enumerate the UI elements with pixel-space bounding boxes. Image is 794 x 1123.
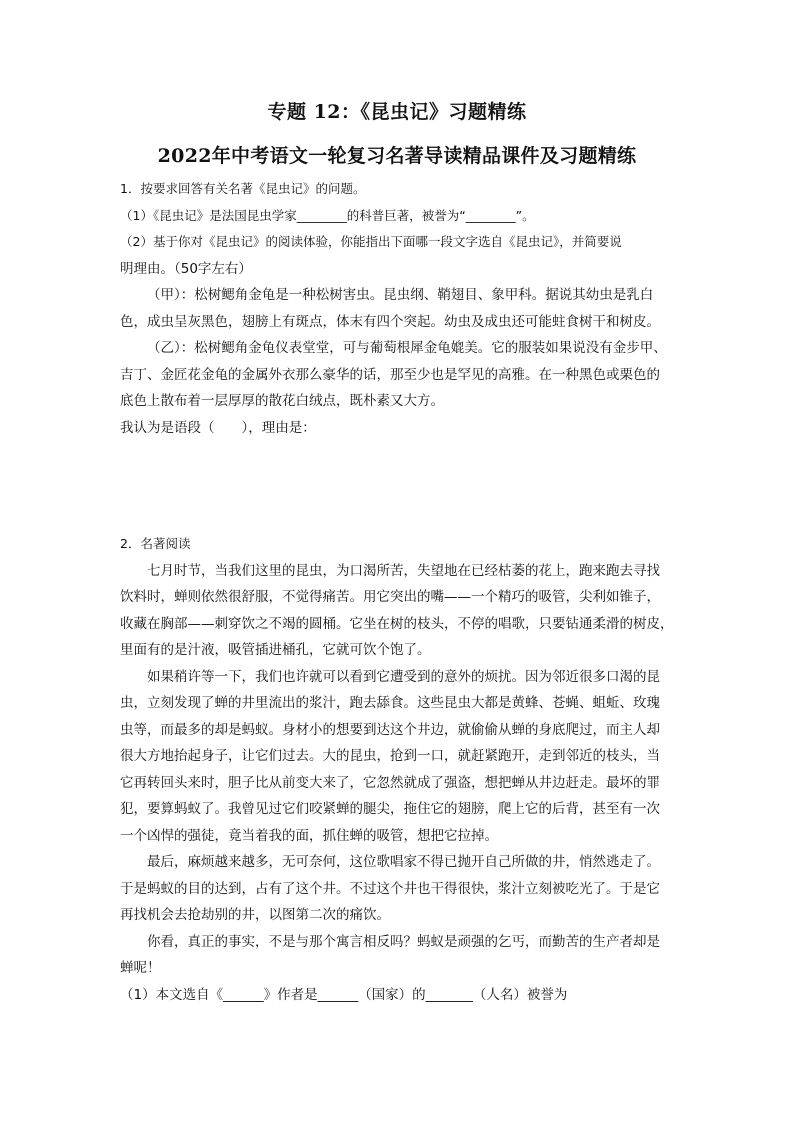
page-title: 专题 12：《昆虫记》习题精练 [267,101,527,123]
passage-line: 收藏在胸部——刺穿饮之不竭的圆桶。它坐在树的枝头，不停的唱歌，只要钻通柔滑的树皮， [120,615,674,632]
passage-line: 蝉呢！ [120,960,161,976]
page-subtitle: 2022年中考语文一轮复习名著导读精品课件及习题精练 [157,145,637,167]
question-1-sub2-line: 明理由。（50字左右） [120,260,252,277]
question-2-stem: 2．名著阅读 [120,536,191,551]
question-2-sub1: （1）本文选自《______》作者是______（国家）的_______（人名）被誉为 [120,986,568,1003]
passage-yi-line: 底色上散布着一层厚厚的散花白绒点，既朴素又大方。 [120,393,444,409]
passage-line: 虫等，而最多的却是蚂蚁。身材小的想要到达这个井边，就偷偷从蝉的身底爬过，而主人却 [120,721,660,738]
question-1-stem: 1．按要求回答有关名著《昆虫记》的问题。 [120,181,366,196]
passage-line: 虫，立刻发现了蝉的井里流出的浆汁，跑去舔食。这些昆虫大都是黄蜂、苍蝇、蛆蚯、玫瑰 [120,695,660,711]
question-1-sub1: （1）《昆虫记》是法国昆虫学家________的科普巨著，被誉为“________”。 [120,207,535,223]
question-1-sub2-line: （2）基于你对《昆虫记》的阅读体验，你能指出下面哪一段文字选自《昆虫记》，并简要说 [120,234,622,249]
passage-line: 如果稍许等一下，我们也许就可以看到它遭受到的意外的烦扰。因为邻近很多口渴的昆 [147,668,660,685]
passage-line: 最后，麻烦越来越多，无可奈何，这位歌唱家不得已抛开自己所做的井，悄然逃走了。 [147,854,660,870]
passage-line: 饮料时，蝉则依然很舒服，不觉得痛苦。用它突出的嘴——一个精巧的吸管，尖利如锥子， [120,589,660,605]
passage-line: 七月时节，当我们这里的昆虫，为口渴所苦，失望地在已经枯萎的花上，跑来跑去寻找 [147,562,660,579]
passage-line: 再找机会去抢劫别的井，以图第二次的痛饮。 [120,907,390,923]
passage-line: 犯，要算蚂蚁了。我曾见过它们咬紧蝉的腿尖，拖住它的翅膀，爬上它的后背，甚至有一次 [120,801,660,817]
passage-jia-line: （甲）：松树鳃角金龟是一种松树害虫。昆虫纲、鞘翅目、象甲科。据说其幼虫是乳白 [147,287,654,303]
question-2 [120,531,680,1008]
passage-yi-line: （乙）：松树鳃角金龟仪表堂堂，可与葡萄根犀金龟媲美。它的服装如果说没有金步甲、 [147,340,667,356]
passage-line: 于是蚂蚁的目的达到，占有了这个井。不过这个井也干得很快，浆汁立刻被吃光了。于是它 [120,880,660,897]
answer-prompt: 我认为是语段（ ），理由是： [120,419,316,436]
passage-jia-line: 色，成虫呈灰黑色，翅膀上有斑点，体末有四个突起。幼虫及成虫还可能蛀食树干和树皮。 [120,313,660,330]
passage-line: 很大方地抬起身子，让它们过去。大的昆虫，抢到一口，就赶紧跑开，走到邻近的枝头，当 [120,748,660,764]
passage-yi-line: 吉丁、金匠花金龟的金属外衣那么豪华的话，那至少也是罕见的高雅。在一种黑色或栗色的 [120,366,660,383]
question-1 [120,176,680,441]
passage-line: 里面有的是汁液，吸管插进桶孔，它就可饮个饱了。 [120,642,431,658]
passage-line: 你看，真正的事实，不是与那个寓言相反吗？蚂蚁是顽强的乞丐，而勤苦的生产者却是 [147,933,660,950]
passage-line: 一个凶悍的强徒，竟当着我的面，抓住蝉的吸管，想把它拉掉。 [120,827,498,844]
passage-line: 它再转回头来时，胆子比从前变大来了，它忽然就成了强盗，想把蝉从井边赶走。最坏的罪 [120,774,660,791]
